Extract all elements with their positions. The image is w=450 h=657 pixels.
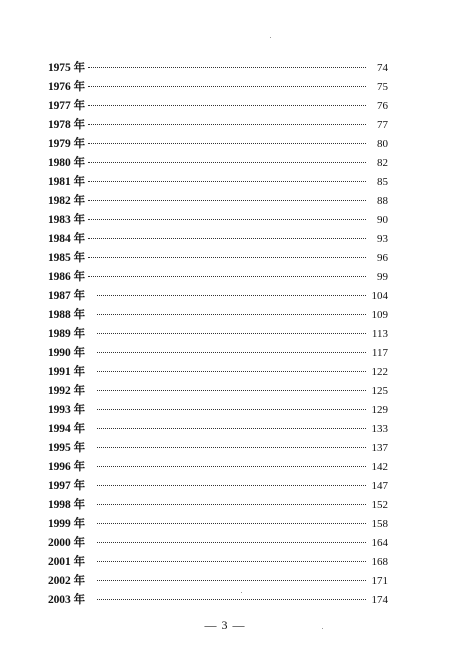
toc-entry-unit: 年 [73, 214, 86, 226]
dot-leader [88, 276, 366, 277]
toc-entry-year: 1980 [48, 157, 71, 169]
toc-entry-page: 168 [371, 556, 388, 568]
toc-entry-unit: 年 [73, 252, 86, 264]
dot-leader [88, 181, 366, 182]
table-of-contents [48, 59, 388, 610]
toc-entry-unit: 年 [73, 176, 86, 188]
toc-entry-year: 1975 [48, 62, 71, 74]
toc-entry [48, 173, 388, 192]
toc-entry-unit: 年 [73, 537, 86, 549]
dot-leader [97, 599, 366, 600]
toc-entry-unit: 年 [73, 575, 86, 587]
toc-entry-unit: 年 [73, 119, 86, 131]
toc-entry-year: 1999 [48, 518, 71, 530]
toc-entry-page: 96 [377, 252, 388, 264]
toc-entry-year: 2001 [48, 556, 71, 568]
dot-leader [97, 390, 366, 391]
toc-entry-year: 2003 [48, 594, 71, 606]
toc-entry-unit: 年 [73, 157, 86, 169]
dot-leader [97, 485, 366, 486]
scan-speck [270, 37, 271, 38]
toc-entry-year: 1994 [48, 423, 71, 435]
toc-entry [48, 116, 388, 135]
dot-leader [88, 105, 366, 106]
dot-leader [97, 352, 366, 353]
toc-entry-page: 99 [377, 271, 388, 283]
toc-entry [48, 59, 388, 78]
toc-entry [48, 458, 388, 477]
toc-entry-year: 1992 [48, 385, 71, 397]
dot-leader [97, 523, 366, 524]
toc-entry-page: 133 [371, 423, 388, 435]
toc-entry-page: 158 [371, 518, 388, 530]
dot-leader [97, 428, 366, 429]
dot-leader [88, 143, 366, 144]
toc-entry-year: 1986 [48, 271, 71, 283]
dot-leader [97, 580, 366, 581]
toc-entry-page: 93 [377, 233, 388, 245]
toc-entry-year: 1989 [48, 328, 71, 340]
toc-entry-unit: 年 [73, 100, 86, 112]
toc-entry-page: 90 [377, 214, 388, 226]
toc-entry-year: 2000 [48, 537, 71, 549]
toc-entry-page: 80 [377, 138, 388, 150]
toc-entry [48, 135, 388, 154]
toc-entry-year: 1993 [48, 404, 71, 416]
dot-leader [88, 67, 366, 68]
toc-entry [48, 78, 388, 97]
toc-entry-year: 1996 [48, 461, 71, 473]
toc-entry-year: 1990 [48, 347, 71, 359]
toc-entry [48, 477, 388, 496]
toc-entry-unit: 年 [73, 385, 86, 397]
toc-entry-page: 75 [377, 81, 388, 93]
toc-entry [48, 439, 388, 458]
toc-entry-page: 137 [371, 442, 388, 454]
dot-leader [88, 124, 366, 125]
toc-entry [48, 515, 388, 534]
toc-entry [48, 591, 388, 610]
toc-entry [48, 268, 388, 287]
toc-entry-page: 76 [377, 100, 388, 112]
dot-leader [97, 447, 366, 448]
toc-entry-year: 1998 [48, 499, 71, 511]
toc-entry-year: 1976 [48, 81, 71, 93]
toc-entry [48, 154, 388, 173]
toc-entry-year: 1978 [48, 119, 71, 131]
toc-entry [48, 249, 388, 268]
toc-entry-page: 164 [371, 537, 388, 549]
toc-entry-page: 174 [371, 594, 388, 606]
dot-leader [97, 314, 366, 315]
toc-entry-year: 1982 [48, 195, 71, 207]
scan-speck [322, 628, 323, 629]
toc-entry-unit: 年 [73, 233, 86, 245]
dot-leader [97, 333, 366, 334]
toc-entry-unit: 年 [73, 195, 86, 207]
dot-leader [88, 238, 366, 239]
toc-entry-page: 171 [371, 575, 388, 587]
toc-entry-page: 88 [377, 195, 388, 207]
toc-entry [48, 363, 388, 382]
toc-entry-year: 1981 [48, 176, 71, 188]
dot-leader [97, 295, 366, 296]
toc-entry [48, 401, 388, 420]
toc-entry-unit: 年 [73, 480, 86, 492]
toc-entry-unit: 年 [73, 518, 86, 530]
toc-entry-unit: 年 [73, 290, 86, 302]
dot-leader [97, 371, 366, 372]
toc-entry [48, 382, 388, 401]
toc-entry-unit: 年 [73, 138, 86, 150]
toc-entry-unit: 年 [73, 366, 86, 378]
toc-entry-page: 109 [371, 309, 388, 321]
toc-entry-unit: 年 [73, 499, 86, 511]
toc-entry-year: 1987 [48, 290, 71, 302]
toc-entry-year: 2002 [48, 575, 71, 587]
toc-entry-year: 1997 [48, 480, 71, 492]
toc-entry [48, 230, 388, 249]
dot-leader [97, 542, 366, 543]
toc-entry [48, 420, 388, 439]
dot-leader [88, 219, 366, 220]
toc-entry-unit: 年 [73, 309, 86, 321]
toc-entry-page: 129 [371, 404, 388, 416]
toc-entry [48, 534, 388, 553]
toc-entry-unit: 年 [73, 423, 86, 435]
dot-leader [88, 257, 366, 258]
toc-entry-page: 74 [377, 62, 388, 74]
toc-entry-year: 1983 [48, 214, 71, 226]
toc-entry [48, 496, 388, 515]
dot-leader [97, 409, 366, 410]
page-number: — 3 — [204, 618, 246, 632]
dot-leader [97, 561, 366, 562]
toc-entry [48, 192, 388, 211]
toc-entry-page: 77 [377, 119, 388, 131]
toc-entry-unit: 年 [73, 556, 86, 568]
toc-entry-year: 1988 [48, 309, 71, 321]
toc-entry [48, 287, 388, 306]
toc-entry-unit: 年 [73, 594, 86, 606]
dot-leader [88, 200, 366, 201]
dot-leader [88, 86, 366, 87]
toc-entry-page: 152 [371, 499, 388, 511]
toc-entry [48, 344, 388, 363]
toc-entry [48, 325, 388, 344]
toc-entry-page: 125 [371, 385, 388, 397]
toc-entry [48, 97, 388, 116]
toc-entry-unit: 年 [73, 271, 86, 283]
dot-leader [88, 162, 366, 163]
toc-entry-page: 142 [371, 461, 388, 473]
toc-entry [48, 306, 388, 325]
toc-entry [48, 211, 388, 230]
toc-entry-year: 1985 [48, 252, 71, 264]
toc-entry [48, 572, 388, 591]
toc-entry-year: 1977 [48, 100, 71, 112]
toc-entry-unit: 年 [73, 442, 86, 454]
toc-entry-page: 104 [371, 290, 388, 302]
toc-entry [48, 553, 388, 572]
dot-leader [97, 466, 366, 467]
toc-entry-page: 113 [371, 328, 388, 340]
toc-entry-year: 1995 [48, 442, 71, 454]
toc-entry-unit: 年 [73, 328, 86, 340]
toc-entry-year: 1991 [48, 366, 71, 378]
toc-entry-page: 122 [371, 366, 388, 378]
toc-entry-year: 1979 [48, 138, 71, 150]
toc-entry-unit: 年 [73, 347, 86, 359]
toc-entry-page: 117 [371, 347, 388, 359]
toc-entry-page: 85 [377, 176, 388, 188]
toc-entry-page: 147 [371, 480, 388, 492]
toc-entry-page: 82 [377, 157, 388, 169]
toc-entry-unit: 年 [73, 461, 86, 473]
dot-leader [97, 504, 366, 505]
toc-entry-unit: 年 [73, 81, 86, 93]
toc-entry-unit: 年 [73, 404, 86, 416]
scan-speck [241, 592, 242, 593]
toc-entry-year: 1984 [48, 233, 71, 245]
toc-entry-unit: 年 [73, 62, 86, 74]
